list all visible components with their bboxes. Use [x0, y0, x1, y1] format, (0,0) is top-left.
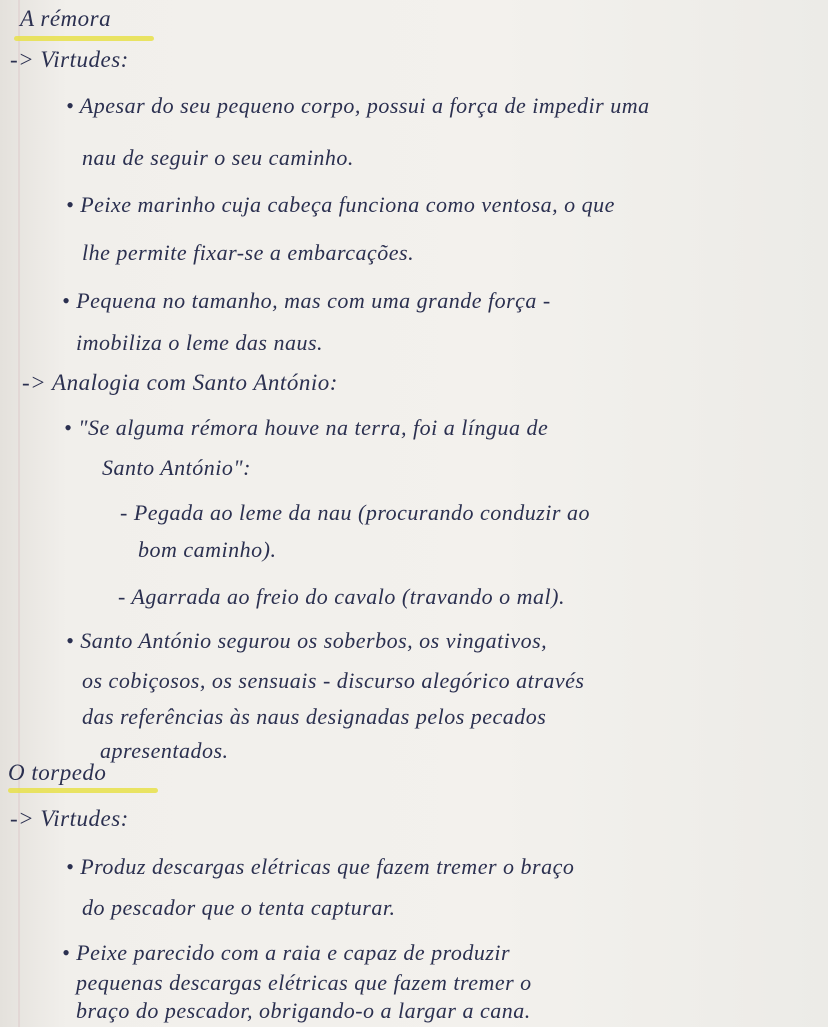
- section-title-remora: A rémora: [20, 6, 112, 31]
- virtudes-heading: -> Virtudes:: [10, 47, 129, 72]
- note-line: os cobiçosos, os sensuais - discurso alegórico através: [82, 668, 585, 693]
- note-line: imobiliza o leme das naus.: [76, 330, 324, 355]
- analogia-heading: -> Analogia com Santo António:: [22, 370, 338, 395]
- note-line: • Peixe parecido com a raia e capaz de produzir: [62, 940, 511, 965]
- note-line: • "Se alguma rémora houve na terra, foi a língua de: [64, 415, 549, 440]
- note-line: lhe permite fixar-se a embarcações.: [82, 240, 415, 265]
- title-highlight: [14, 36, 154, 41]
- note-line: • Produz descargas elétricas que fazem tremer o braço: [66, 854, 575, 879]
- virtudes-heading: -> Virtudes:: [10, 806, 129, 831]
- note-line: • Santo António segurou os soberbos, os vingativos,: [66, 628, 548, 653]
- page-margin-line: [18, 0, 20, 1027]
- note-line: • Pequena no tamanho, mas com uma grande força -: [62, 288, 551, 313]
- note-line: • Apesar do seu pequeno corpo, possui a força de impedir uma: [66, 93, 650, 118]
- note-line: Santo António":: [102, 455, 251, 480]
- note-line: das referências às naus designadas pelos pecados: [82, 704, 547, 729]
- note-line: - Agarrada ao freio do cavalo (travando o mal).: [118, 584, 565, 609]
- section-title-torpedo: O torpedo: [8, 760, 107, 785]
- note-line: braço do pescador, obrigando-o a largar a cana.: [76, 998, 531, 1023]
- note-line: • Peixe marinho cuja cabeça funciona como ventosa, o que: [66, 192, 615, 217]
- title-highlight: [8, 788, 158, 793]
- note-line: bom caminho).: [138, 537, 277, 562]
- note-line: nau de seguir o seu caminho.: [82, 145, 354, 170]
- note-line: apresentados.: [100, 738, 229, 763]
- note-line: pequenas descargas elétricas que fazem tremer o: [76, 970, 532, 995]
- note-line: do pescador que o tenta capturar.: [82, 895, 396, 920]
- note-line: - Pegada ao leme da nau (procurando conduzir ao: [120, 500, 590, 525]
